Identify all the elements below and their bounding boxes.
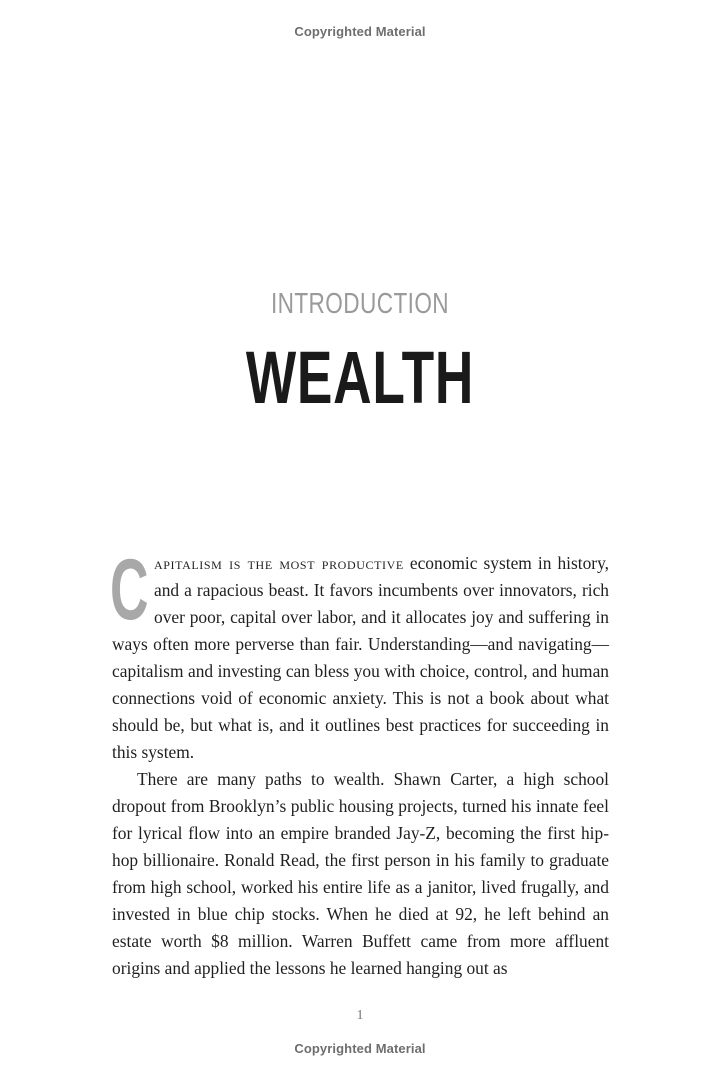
page-number: 1 (356, 1008, 364, 1023)
paragraph-2 (112, 766, 609, 982)
paragraph-1 (110, 542, 609, 766)
body-text (110, 542, 609, 982)
chapter-title: WEALTH (245, 336, 475, 419)
copyright-watermark-top: Copyrighted Material (294, 24, 426, 39)
drop-cap: C (110, 542, 149, 638)
paragraph-2-text: There are many paths to wealth. Shawn Carter, a high school dropout from Brooklyn’s public housing projects, turned his innate feel for lyrical flow into an empire branded Jay-Z, becoming the first hip-hop billionaire. Ronald Read, the first person in his family to graduate from high school, worked his entire life as a janitor, lived frugally, and invested in blue chip stocks. When he died at 92, he left behind an estate worth $8 million. Warren Buffett came from more affluent origins and applied the lessons he learned hanging out as (112, 769, 609, 978)
copyright-watermark-bottom: Copyrighted Material (294, 1041, 426, 1056)
paragraph-1-text: economic system in history, and a rapacious beast. It favors incumbents over innovators, rich over poor, capital over labor, and it allocates joy and suffering in ways often more perverse than fair. Understanding—and navigating—capitalism and investing can bless you with choice, control, and human connections void of economic anxiety. This is not a book about what should be, but what is, and it outlines best practices for succeeding in this system. (112, 553, 609, 762)
chapter-label: INTRODUCTION (270, 288, 450, 320)
lead-in-small-caps: apitalism is the most productive (154, 553, 404, 573)
